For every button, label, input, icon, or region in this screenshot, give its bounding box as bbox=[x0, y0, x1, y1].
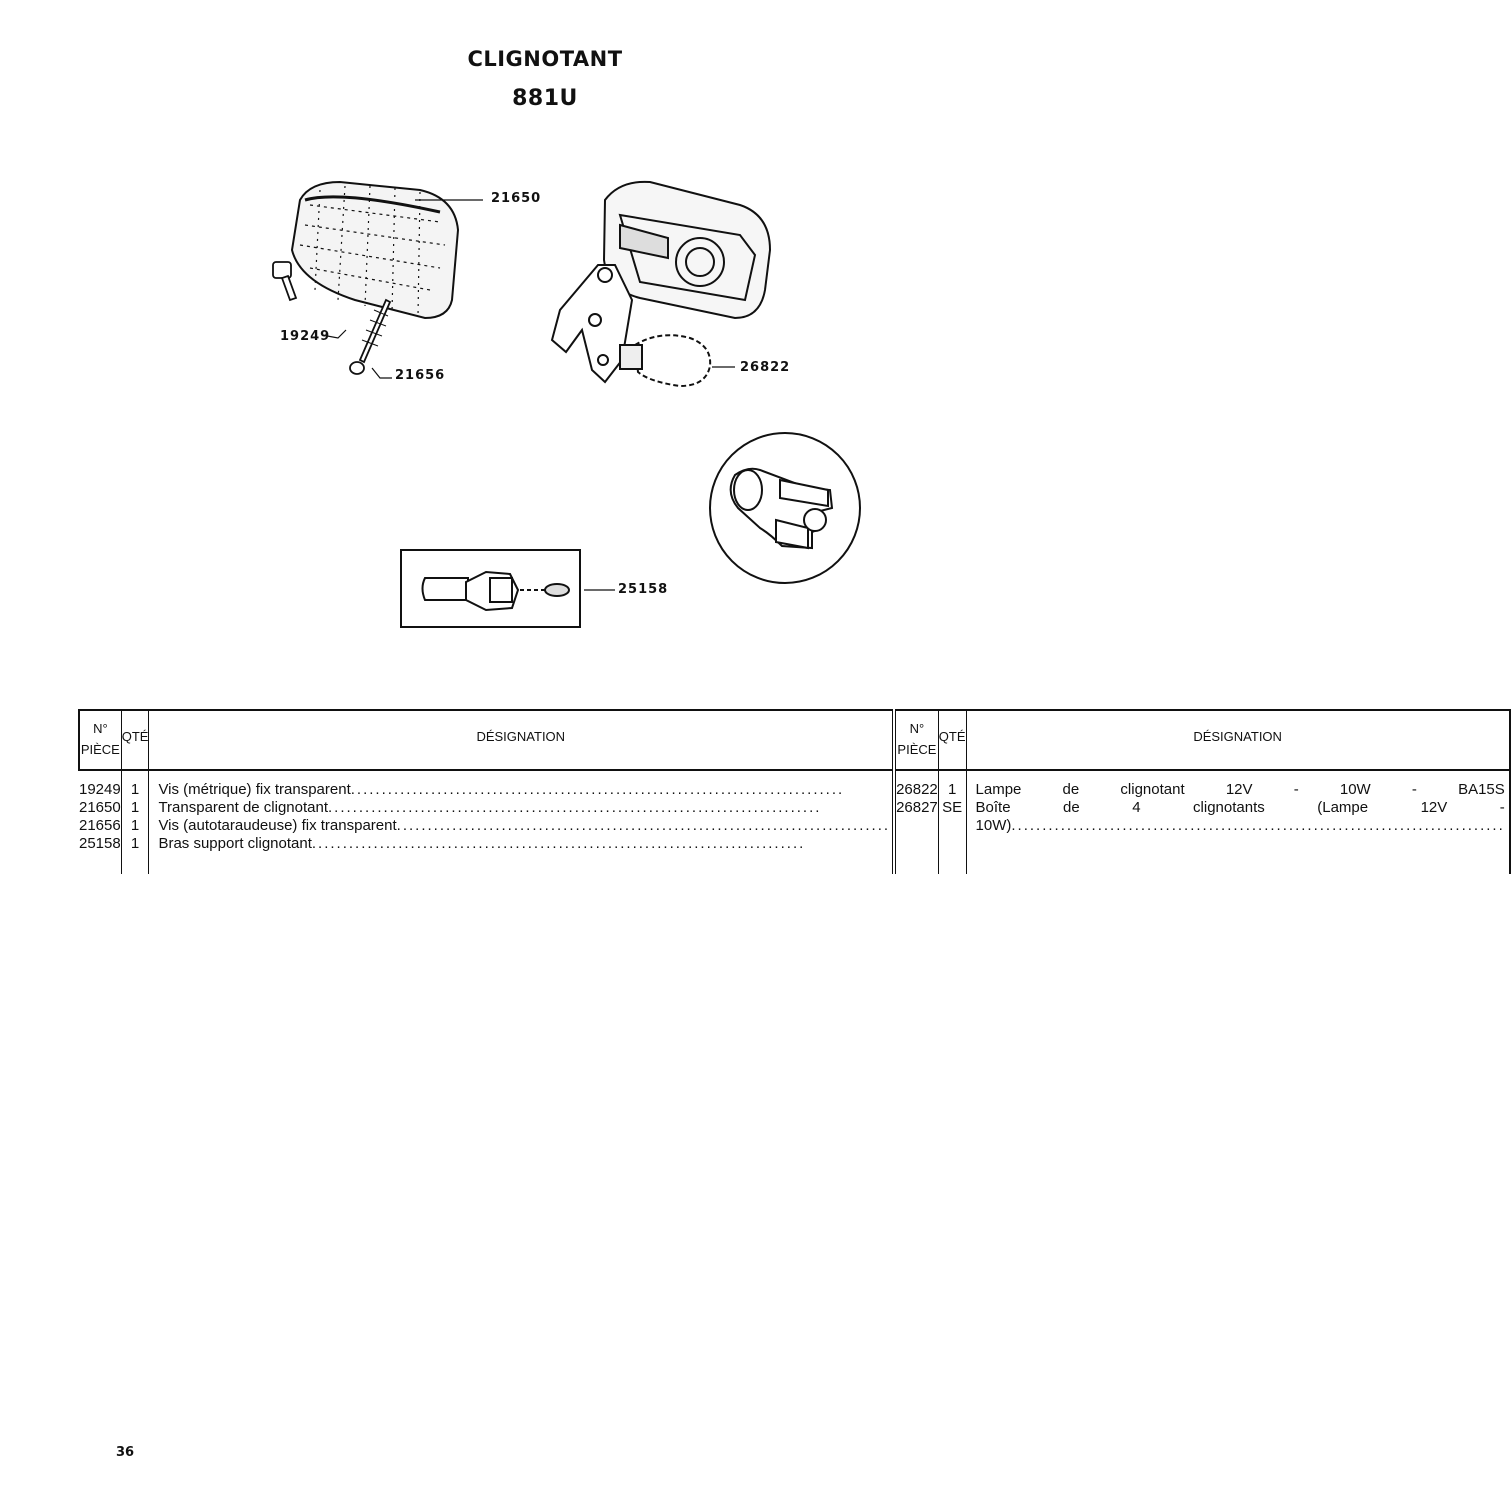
col-designation-header: DÉSIGNATION bbox=[149, 710, 894, 770]
qty-column-left bbox=[121, 770, 149, 874]
table-row: 25158 bbox=[79, 835, 121, 852]
screw-19249-drawing bbox=[273, 262, 296, 300]
page-title: CLIGNOTANT bbox=[467, 47, 623, 71]
col-designation-header-right: DÉSIGNATION bbox=[966, 710, 1510, 770]
designation-text: 10W) bbox=[975, 817, 1012, 834]
table-row: 21650 bbox=[79, 799, 121, 816]
qty-value: SE bbox=[942, 799, 963, 816]
lamp-assembly-drawing bbox=[552, 182, 770, 386]
designation-text: Vis (métrique) fix transparent bbox=[158, 781, 351, 798]
designation-text: Boîte de 4 clignotants (Lampe 12V - bbox=[975, 799, 1505, 816]
piece-column-right bbox=[894, 770, 938, 874]
col-qty-header: QTÉ bbox=[121, 710, 149, 770]
table-row: 21656 bbox=[79, 817, 121, 834]
callout-25158: 25158 bbox=[618, 582, 669, 597]
callout-21656: 21656 bbox=[395, 368, 446, 383]
socket-detail-drawing bbox=[710, 433, 860, 583]
qty-value: 1 bbox=[130, 817, 140, 834]
col-piece-header-right: N° PIÈCE bbox=[894, 710, 938, 770]
table-row: 26822 bbox=[896, 781, 938, 798]
lens-drawing bbox=[292, 182, 458, 318]
table-row: 19249 bbox=[79, 781, 121, 798]
designation-text: Vis (autotaraudeuse) fix transparent bbox=[158, 817, 397, 834]
piece-column-left bbox=[79, 770, 121, 874]
qty-column-right bbox=[938, 770, 966, 874]
qty-value: 1 bbox=[130, 799, 140, 816]
col-qty-header-right: QTÉ bbox=[938, 710, 966, 770]
col-piece-header: N° PIÈCE bbox=[79, 710, 121, 770]
designation-column-right bbox=[966, 770, 1510, 874]
lamp-25158-drawing bbox=[401, 550, 580, 627]
parts-table bbox=[78, 709, 1511, 874]
exploded-diagram bbox=[0, 0, 1065, 700]
designation-text: Lampe de clignotant 12V - 10W - BA15S bbox=[975, 781, 1505, 798]
designation-text: Transparent de clignotant bbox=[158, 799, 329, 816]
model-number: 881U bbox=[512, 86, 578, 111]
table-row: 26827 bbox=[896, 799, 938, 816]
screw-21656-drawing bbox=[350, 300, 390, 374]
designation-column-left bbox=[149, 770, 894, 874]
qty-value: 1 bbox=[130, 835, 140, 852]
callout-19249: 19249 bbox=[280, 329, 331, 344]
callout-21650: 21650 bbox=[491, 191, 542, 206]
qty-value: 1 bbox=[130, 781, 140, 798]
designation-text: Bras support clignotant bbox=[158, 835, 312, 852]
qty-value: 1 bbox=[947, 781, 957, 798]
callout-26822: 26822 bbox=[740, 360, 791, 375]
page-number: 36 bbox=[116, 1445, 135, 1460]
